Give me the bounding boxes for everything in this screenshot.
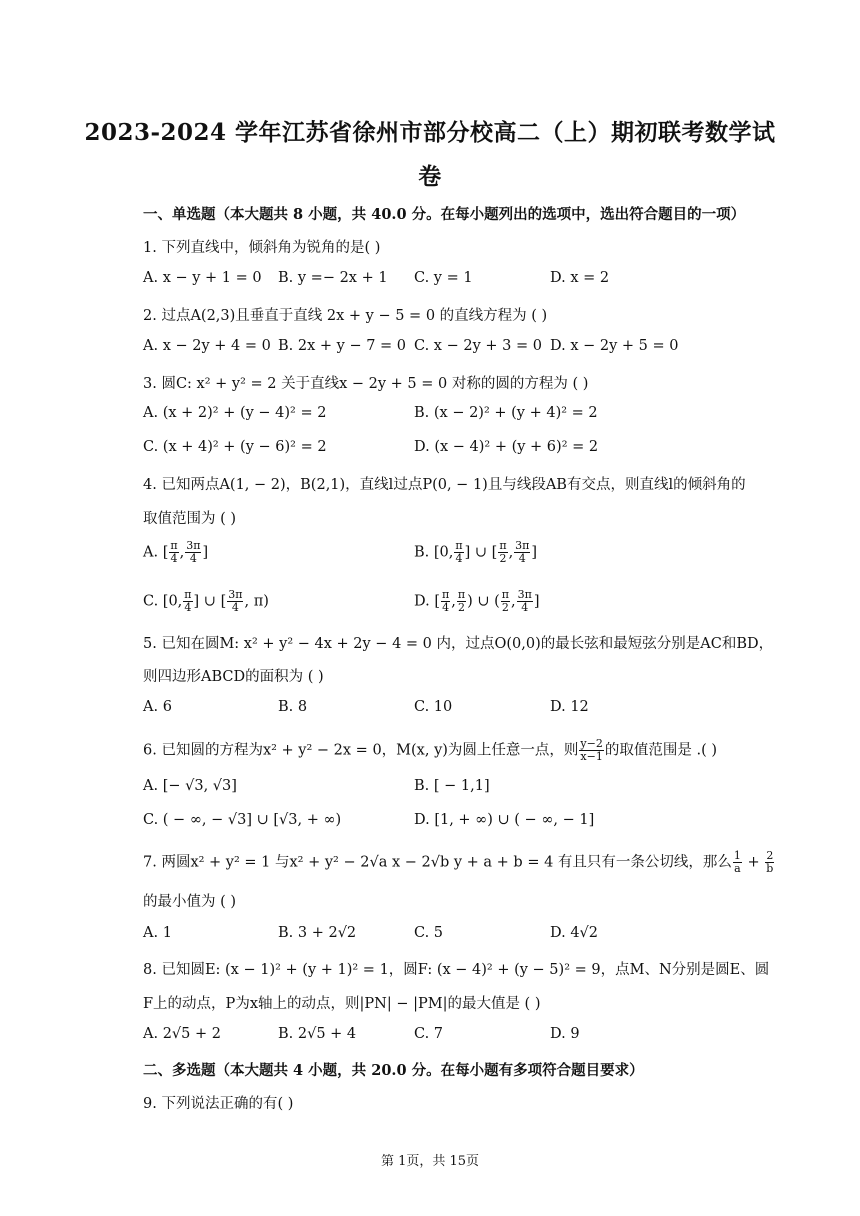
document-title-line2: 卷 — [418, 163, 442, 190]
q3-option-d: D. (x − 4)² + (y + 6)² = 2 — [414, 439, 599, 455]
q8-option-c: C. 7 — [414, 1026, 444, 1042]
q7-option-a: A. 1 — [143, 925, 172, 941]
question-6-stem: 6. 已知圆的方程为x² + y² − 2x = 0，M(x, y)为圆上任意一点，则 $\frac{y-2}{x-1}$ 的取值范围是 .( ) — [143, 737, 718, 763]
question-7-stem-line1: 7. 两圆x² + y² = 1 与x² + y² − 2√a x − 2√b y + a + b = 4 有且只有一条公切线，那么 $\frac{1}{a}$ + $\frac{2}{b}$ — [143, 849, 774, 875]
question-8-stem-line2: F上的动点，P为x轴上的动点，则|PN| − |PM|的最大值是 ( ) — [143, 996, 541, 1012]
q8-option-b: B. 2√5 + 4 — [278, 1026, 357, 1042]
document-title-line1: 2023-2024 学年江苏省徐州市部分校高二（上）期初联考数学试 — [84, 119, 776, 146]
question-7-stem-line2: 的最小值为 ( ) — [143, 894, 237, 910]
question-4-stem-line1: 4. 已知两点A(1, − 2)，B(2,1)，直线l过点P(0, − 1)且与线段AB有交点，则直线l的倾斜角的 — [143, 477, 746, 493]
section-1-heading: 一、单选题（本大题共 8 小题，共 40.0 分。在每小题列出的选项中，选出符合题目的一项） — [143, 206, 746, 223]
q2-option-b: B. 2x + y − 7 = 0 — [278, 338, 407, 354]
page-footer: 第 1页，共 15页 — [380, 1154, 480, 1169]
q4-option-a: A. [ $\frac{\pi}{4}$ , $\frac{3\pi}{4}$ ] — [143, 539, 209, 565]
question-5-stem-line1: 5. 已知在圆M: x² + y² − 4x + 2y − 4 = 0 内，过点O(0,0)的最长弦和最短弦分别是AC和BD， — [143, 636, 774, 652]
q4-option-b: B. [0, $\frac{\pi}{4}$ ] ∪ [ $\frac{\pi}{2}$ , $\frac{3\pi}{4}$ ] — [414, 539, 538, 565]
question-3-stem: 3. 圆C: x² + y² = 2 关于直线x − 2y + 5 = 0 对称的圆的方程为 ( ) — [143, 376, 589, 392]
q7-option-d: D. 4√2 — [550, 925, 599, 941]
q5-option-b: B. 8 — [278, 699, 308, 715]
question-8-stem-line1: 8. 已知圆E: (x − 1)² + (y + 1)² = 1，圆F: (x − 4)² + (y − 5)² = 9，点M、N分别是圆E、圆 — [143, 962, 770, 978]
q4-option-c: C. [0, $\frac{\pi}{4}$ ] ∪ [ $\frac{3\pi}{4}$ , π) — [143, 588, 269, 614]
q6-option-b: B. [ − 1,1] — [414, 778, 490, 794]
question-9-stem: 9. 下列说法正确的有( ) — [143, 1096, 294, 1112]
q3-option-c: C. (x + 4)² + (y − 6)² = 2 — [143, 439, 327, 455]
q2-option-d: D. x − 2y + 5 = 0 — [550, 338, 679, 354]
q4-option-d: D. [ $\frac{\pi}{4}$ , $\frac{\pi}{2}$ ) ∪ ( $\frac{\pi}{2}$ , $\frac{3\pi}{4}$ ] — [414, 588, 540, 614]
q7-option-b: B. 3 + 2√2 — [278, 925, 357, 941]
q2-option-a: A. x − 2y + 4 = 0 — [143, 338, 271, 354]
q5-option-a: A. 6 — [143, 699, 172, 715]
q8-option-a: A. 2√5 + 2 — [143, 1026, 221, 1042]
q1-option-b: B. y =− 2x + 1 — [278, 270, 388, 286]
q5-option-c: C. 10 — [414, 699, 453, 715]
q6-option-d: D. [1, + ∞) ∪ ( − ∞, − 1] — [414, 812, 595, 828]
q3-option-a: A. (x + 2)² + (y − 4)² = 2 — [143, 405, 327, 421]
q7-option-c: C. 5 — [414, 925, 444, 941]
q1-option-a: A. x − y + 1 = 0 — [143, 270, 262, 286]
q6-option-c: C. ( − ∞, − √3] ∪ [√3, + ∞) — [143, 812, 342, 828]
question-2-stem: 2. 过点A(2,3)且垂直于直线 2x + y − 5 = 0 的直线方程为 ( ) — [143, 308, 548, 324]
q1-option-d: D. x = 2 — [550, 270, 610, 286]
question-4-stem-line2: 取值范围为 ( ) — [143, 511, 237, 527]
q1-option-c: C. y = 1 — [414, 270, 473, 286]
question-5-stem-line2: 则四边形ABCD的面积为 ( ) — [143, 669, 324, 685]
q6-option-a: A. [− √3, √3] — [143, 778, 237, 794]
section-2-heading: 二、多选题（本大题共 4 小题，共 20.0 分。在每小题有多项符合题目要求） — [143, 1062, 644, 1079]
q2-option-c: C. x − 2y + 3 = 0 — [414, 338, 542, 354]
q3-option-b: B. (x − 2)² + (y + 4)² = 2 — [414, 405, 598, 421]
q8-option-d: D. 9 — [550, 1026, 580, 1042]
question-1-stem: 1. 下列直线中，倾斜角为锐角的是( ) — [143, 240, 381, 256]
q5-option-d: D. 12 — [550, 699, 589, 715]
